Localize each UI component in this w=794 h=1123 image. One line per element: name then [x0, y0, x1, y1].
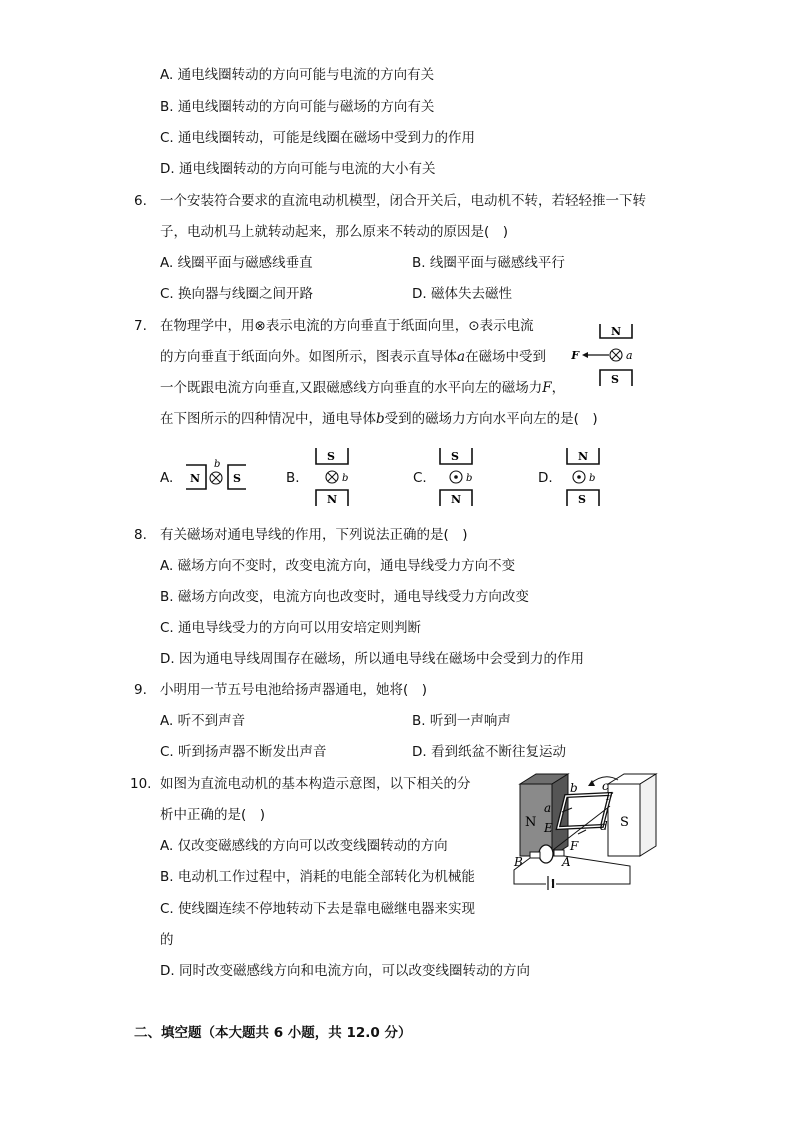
q8-number: 8. — [134, 527, 147, 543]
q7-text: 受到的磁场力方向水平向左的是( ) — [384, 411, 598, 427]
label-e: E — [544, 821, 553, 835]
q10-option-c-cont: 的 — [160, 932, 174, 948]
q7-number: 7. — [134, 318, 147, 334]
magnet-left-label: N — [190, 472, 201, 485]
q7-text: 表示电流的方向垂直于纸面向里， — [265, 318, 469, 334]
label-f-top: F — [606, 792, 613, 803]
q7-choice-b-figure — [306, 446, 362, 508]
q7-text: 的方向垂直于纸面向外。如图所示，图表示直导体 — [160, 349, 457, 365]
q10-number: 10. — [130, 776, 152, 792]
brush-b — [530, 852, 540, 858]
battery-gap — [549, 882, 552, 886]
q6-option-b: B. 线圈平面与磁感线平行 — [412, 255, 565, 271]
q7-stem-line2 — [160, 348, 546, 366]
q6-option-a: A. 线圈平面与磁感线垂直 — [160, 255, 313, 271]
q7-text: 在物理学中，用 — [160, 318, 255, 334]
q7-choice-d-label: D. — [538, 470, 553, 486]
q9-option-a: A. 听不到声音 — [160, 713, 246, 729]
magnet-bottom-label: S — [611, 373, 619, 386]
label-brush-b: B — [514, 855, 523, 869]
label-d: d — [600, 819, 608, 833]
q7-text: 表示电流 — [479, 318, 534, 334]
wire-label: b — [342, 473, 349, 484]
dot-center — [454, 475, 458, 479]
q8-option-b: B. 磁场方向改变，电流方向也改变时，通电导线受力方向改变 — [160, 589, 529, 605]
label-brush-a: A — [562, 855, 571, 869]
wire-label: b — [589, 473, 596, 484]
q8-stem: 有关磁场对通电导线的作用，下列说法正确的是( ) — [160, 527, 468, 543]
q7-text: 在磁场中受到 — [465, 349, 547, 365]
label-a: a — [544, 801, 552, 815]
cross-in-icon: ⊗ — [254, 318, 266, 334]
q9-number: 9. — [134, 682, 147, 698]
q5-option-c: C. 通电线圈转动，可能是线圈在磁场中受到力的作用 — [160, 130, 476, 146]
q7-stem-line1 — [160, 317, 534, 335]
q7-choice-c-figure — [430, 446, 486, 508]
q6-number: 6. — [134, 193, 147, 209]
q6-stem-line2: 子，电动机马上就转动起来，那么原来不转动的原因是( ) — [160, 224, 509, 240]
q10-option-d: D. 同时改变磁感线方向和电流方向，可以改变线圈转动的方向 — [160, 963, 530, 979]
q10-option-b: B. 电动机工作过程中，消耗的电能全部转化为机械能 — [160, 869, 475, 885]
magnet-bottom-label: S — [578, 493, 586, 506]
q7-var-b: b — [376, 411, 385, 427]
q6-stem-line1: 一个安装符合要求的直流电动机模型，闭合开关后，电动机不转，若轻轻推一下转 — [160, 193, 646, 209]
force-label: F — [571, 349, 579, 362]
q7-choice-a-label: A. — [160, 470, 174, 486]
magnet-top-label: N — [578, 450, 589, 463]
q7-text: 在下图所示的四种情况中，通电导体 — [160, 411, 376, 427]
n-pole-label: N — [525, 815, 537, 830]
q7-choice-a-figure — [178, 455, 250, 497]
q7-choice-d-figure — [557, 446, 613, 508]
q7-stem-line3 — [160, 379, 565, 397]
q7-choice-b-label: B. — [286, 470, 300, 486]
q6-option-d: D. 磁体失去磁性 — [412, 286, 512, 302]
force-arrowhead — [582, 352, 588, 358]
q5-option-b: B. 通电线圈转动的方向可能与磁场的方向有关 — [160, 99, 435, 115]
wire-label: b — [214, 459, 221, 470]
q8-option-c: C. 通电导线受力的方向可以用安培定则判断 — [160, 620, 422, 636]
q6-option-c: C. 换向器与线圈之间开路 — [160, 286, 314, 302]
magnet-top-label: N — [611, 325, 622, 338]
q8-option-a: A. 磁场方向不变时，改变电流方向，通电导线受力方向不变 — [160, 558, 516, 574]
magnet-bottom-label: N — [327, 493, 338, 506]
magnet-top-label: S — [327, 450, 335, 463]
q7-var-F: F — [542, 380, 552, 396]
q7-reference-figure — [571, 322, 640, 388]
q7-var-a: a — [457, 349, 466, 365]
q9-option-d: D. 看到纸盆不断往复运动 — [412, 744, 566, 760]
q10-stem-line2: 析中正确的是( ) — [160, 807, 266, 823]
wire-label: b — [466, 473, 473, 484]
q10-option-c: C. 使线圈连续不停地转动下去是靠电磁继电器来实现 — [160, 901, 476, 917]
dot-center — [577, 475, 581, 479]
dot-out-icon: ⊙ — [468, 318, 480, 334]
magnet-top-label: S — [451, 450, 459, 463]
q10-stem-line1: 如图为直流电动机的基本构造示意图，以下相关的分 — [160, 776, 471, 792]
conductor-label: a — [626, 349, 633, 362]
q10-option-a: A. 仅改变磁感线的方向可以改变线圈转动的方向 — [160, 838, 448, 854]
label-b: b — [570, 781, 578, 795]
q5-option-a: A. 通电线圈转动的方向可能与电流的方向有关 — [160, 67, 435, 83]
s-pole-label: S — [620, 815, 629, 830]
q5-option-d: D. 通电线圈转动的方向可能与电流的大小有关 — [160, 161, 436, 177]
label-f: F — [570, 839, 579, 853]
magnet-right-label: S — [233, 472, 241, 485]
q9-option-c: C. 听到扬声器不断发出声音 — [160, 744, 327, 760]
q8-option-d: D. 因为通电导线周围存在磁场，所以通电导线在磁场中会受到力的作用 — [160, 651, 584, 667]
magnet-bottom-label: N — [451, 493, 462, 506]
q7-choice-c-label: C. — [413, 470, 427, 486]
q9-stem: 小明用一节五号电池给扬声器通电，她将( ) — [160, 682, 428, 698]
s-magnet-side — [640, 774, 656, 856]
q7-text: 一个既跟电流方向垂直,又跟磁感线方向垂直的水平向左的磁场力 — [160, 380, 543, 396]
commutator — [539, 845, 553, 863]
force-arrow-f — [578, 830, 586, 834]
q7-text: ， — [551, 380, 566, 396]
q7-stem-line4 — [160, 410, 598, 428]
q9-option-b: B. 听到一声响声 — [412, 713, 511, 729]
dc-motor-figure — [506, 770, 660, 890]
section-2-title: 二、填空题（本大题共 6 小题，共 12.0 分） — [134, 1025, 412, 1041]
label-c: c — [602, 779, 609, 793]
